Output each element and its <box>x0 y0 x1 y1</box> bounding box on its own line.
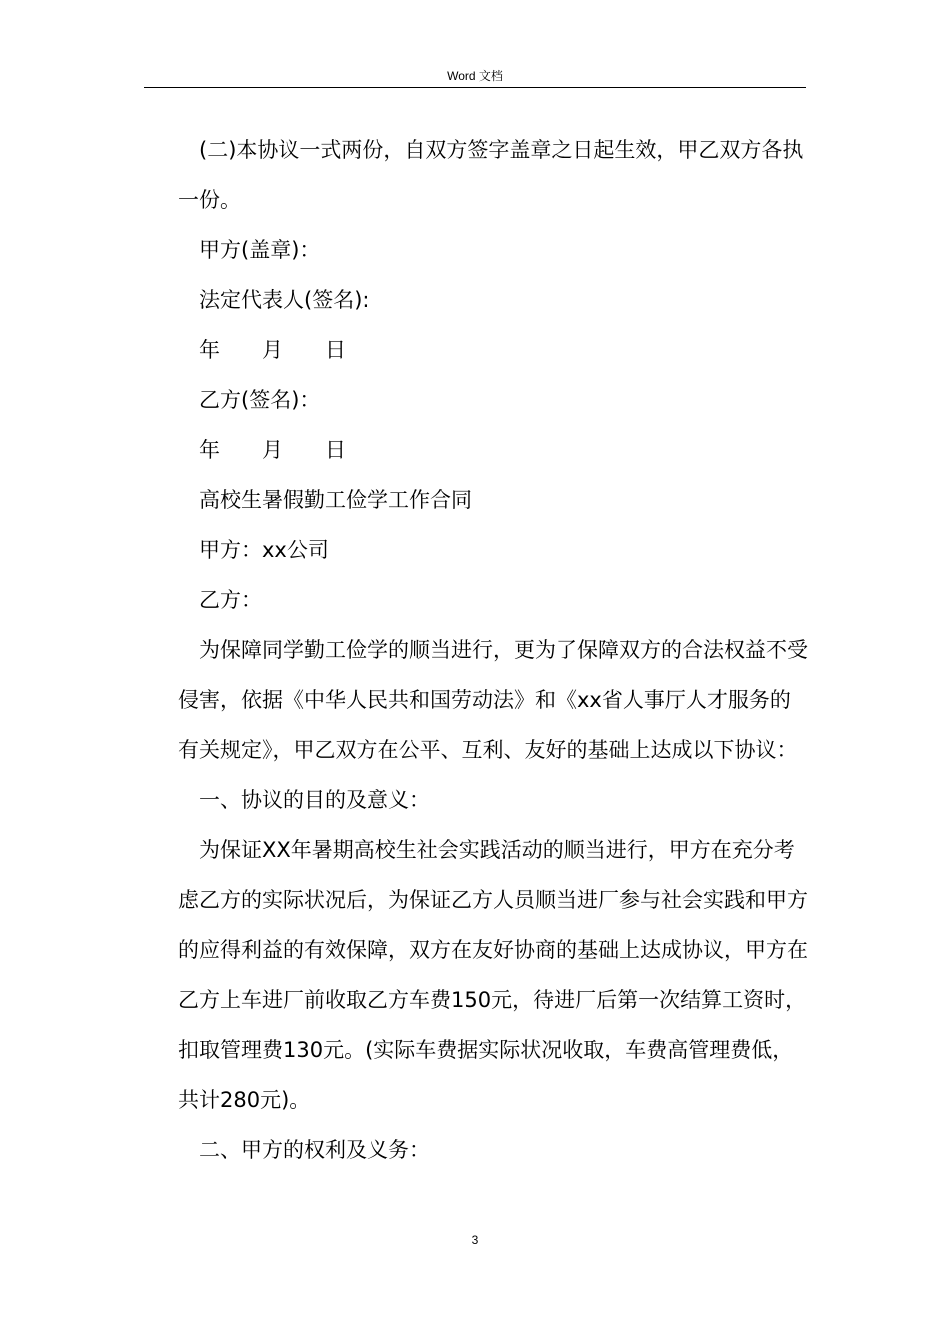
paragraph-contract-title: 高校生暑假勤工俭学工作合同 <box>199 488 472 512</box>
paragraph-section-1-body: 为保证XX年暑期高校生社会实践活动的顺当进行，甲方在充分考虑乙方的实际状况后，为保证乙方人员顺当进厂参与社会实践和甲方的应得利益的有效保障，双方在友好协商的基础上达成协议，甲方在乙方上车进厂前收取乙方车费150元，待进厂后第一次结算工资时，扣取管理费130元。(实际车费据实际状况收取，车费高管理费低，共计280元)。 <box>178 838 808 1112</box>
paragraph-date-line-b: 年 月 日 <box>199 438 346 462</box>
paragraph-preamble: 为保障同学勤工俭学的顺当进行，更为了保障双方的合法权益不受侵害，依据《中华人民共和国劳动法》和《xx省人事厅人才服务的有关规定》，甲乙双方在公平、互利、友好的基础上达成以下协议： <box>178 638 808 762</box>
paragraph-party-a-seal: 甲方(盖章)： <box>199 238 321 262</box>
document-header-title: Word 文档 <box>447 69 503 83</box>
paragraph-date-line-a: 年 月 日 <box>199 338 346 362</box>
header-divider <box>144 87 806 88</box>
document-body <box>178 125 808 1175</box>
paragraph-party-a: 甲方：xx公司 <box>199 538 329 562</box>
paragraph-legal-representative: 法定代表人(签名): <box>199 288 370 312</box>
paragraph-effective-clause: (二)本协议一式两份，自双方签字盖章之日起生效，甲乙双方各执一份。 <box>178 138 804 212</box>
paragraph-party-b: 乙方： <box>199 588 262 612</box>
paragraph-section-2-heading: 二、甲方的权利及义务： <box>199 1138 430 1162</box>
paragraph-party-b-signature: 乙方(签名)： <box>199 388 321 412</box>
paragraph-section-1-heading: 一、协议的目的及意义： <box>199 788 430 812</box>
page-number: 3 <box>471 1233 479 1247</box>
